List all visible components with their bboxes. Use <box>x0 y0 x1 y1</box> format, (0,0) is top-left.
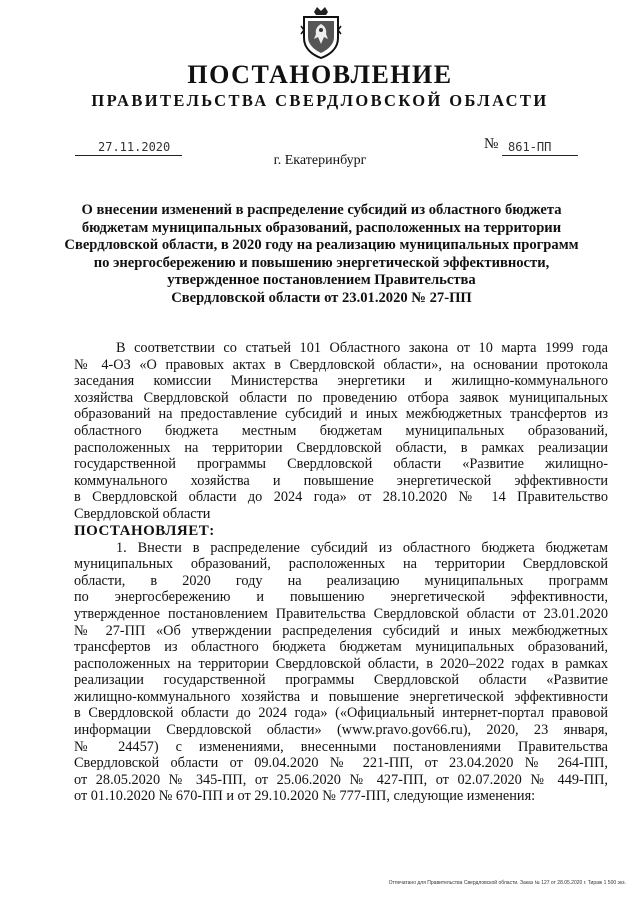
item-line: № 27-ПП «Об утверждении распределения субсидий и иных межбюджетных <box>74 622 608 639</box>
item-line: муниципальных образований, расположенных на территории Свердловской <box>74 556 608 573</box>
city-label: г. Екатеринбург <box>273 153 367 168</box>
item-line: по энергосбережению и повышению энергетической эффективности, <box>74 589 608 606</box>
item-line: расположенных на территории Свердловской области, в 2020–2022 годах в рамках <box>74 655 608 672</box>
item-line: в Свердловской области до 2024 года» («Официальный интернет-портал правовой <box>74 705 608 722</box>
preamble-line: № 4-ОЗ «О правовых актах в Свердловской области», на основании протокола <box>74 356 608 373</box>
heading-line: О внесении изменений в распределение субсидий из областного бюджета <box>81 202 562 218</box>
resolve-label: ПОСТАНОВЛЯЕТ: <box>74 522 215 539</box>
heading-line: Свердловской области от 23.01.2020 № 27-ПП <box>171 289 472 306</box>
preamble-line: В соответствии со статьей 101 Областного закона от 10 марта 1999 года <box>116 340 608 356</box>
item-line: от 28.05.2020 № 345-ПП, от 25.06.2020 № 427-ПП, от 02.07.2020 № 449-ПП, <box>74 771 608 788</box>
item-line: Свердловской области от 09.04.2020 № 221-ПП, от 23.04.2020 № 264-ПП, <box>74 755 608 772</box>
number-value: 861-ПП <box>508 140 552 154</box>
item-line: жилищно-коммунального хозяйства и повышение энергетической эффективности <box>74 688 608 705</box>
number-label: № <box>484 136 499 152</box>
item-line: реализации государственной программы Свердловской области «Развитие <box>74 672 608 689</box>
document-body <box>74 340 608 805</box>
item-line: утвержденное постановлением Правительства Свердловской области от 23.01.2020 <box>74 605 608 622</box>
item-line: информации Свердловской области» (www.pravo.gov66.ru), 2020, 23 января, <box>74 722 608 739</box>
date-value: 27.11.2020 <box>98 140 171 154</box>
heading-line: утвержденное постановлением Правительства <box>167 272 476 288</box>
item-line: трансфертов из областного бюджета бюджетам муниципальных образований, <box>74 639 608 656</box>
page-title: ПОСТАНОВЛЕНИЕ <box>187 60 453 89</box>
preamble-line: коммунального хозяйства и повышение энергетической эффективности <box>74 472 608 489</box>
heading-line: бюджетам муниципальных образований, расположенных на территории <box>81 219 562 236</box>
preamble-line: заседания комиссии Министерства энергетики и жилищно-коммунального <box>74 373 608 390</box>
item-line: 1. Внести в распределение субсидий из областного бюджета бюджетам <box>116 539 608 556</box>
preamble-line: расположенных на территории Свердловской области, в рамках реализации <box>74 439 608 456</box>
preamble-line: в Свердловской области до 2024 года» от 28.10.2020 № 14 Правительство <box>74 489 608 506</box>
page-subtitle: ПРАВИТЕЛЬСТВА СВЕРДЛОВСКОЙ ОБЛАСТИ <box>91 91 549 110</box>
preamble-line: государственной программы Свердловской области «Развитие жилищно- <box>74 456 608 473</box>
preamble-line: хозяйства Свердловской области по проведению отбора заявок муниципальных <box>74 389 608 406</box>
heading-line: по энергосбережению и повышению энергетической эффективности, <box>93 254 550 271</box>
document-heading <box>64 202 579 307</box>
preamble-line: областного бюджета местным бюджетам муниципальных образований, <box>74 422 608 439</box>
item-line: № 24457) с изменениями, внесенными постановлениями Правительства <box>74 738 608 755</box>
item-line: области, в 2020 году на реализацию муниципальных программ <box>74 572 608 589</box>
preamble-line: Свердловской области <box>74 505 211 522</box>
print-footer: Отпечатано для Правительства Свердловской области. Заказ № 127 от 28.05.2020 г. Тираж 1 500 экз. <box>388 880 626 886</box>
coat-of-arms-icon <box>299 6 343 60</box>
item-line: от 01.10.2020 № 670-ПП и от 29.10.2020 № 777-ПП, следующие изменения: <box>74 788 536 805</box>
preamble-line: образований на предоставление субсидий и иных межбюджетных трансфертов из <box>74 406 608 423</box>
heading-line: Свердловской области, в 2020 году на реализацию муниципальных программ <box>64 237 579 253</box>
